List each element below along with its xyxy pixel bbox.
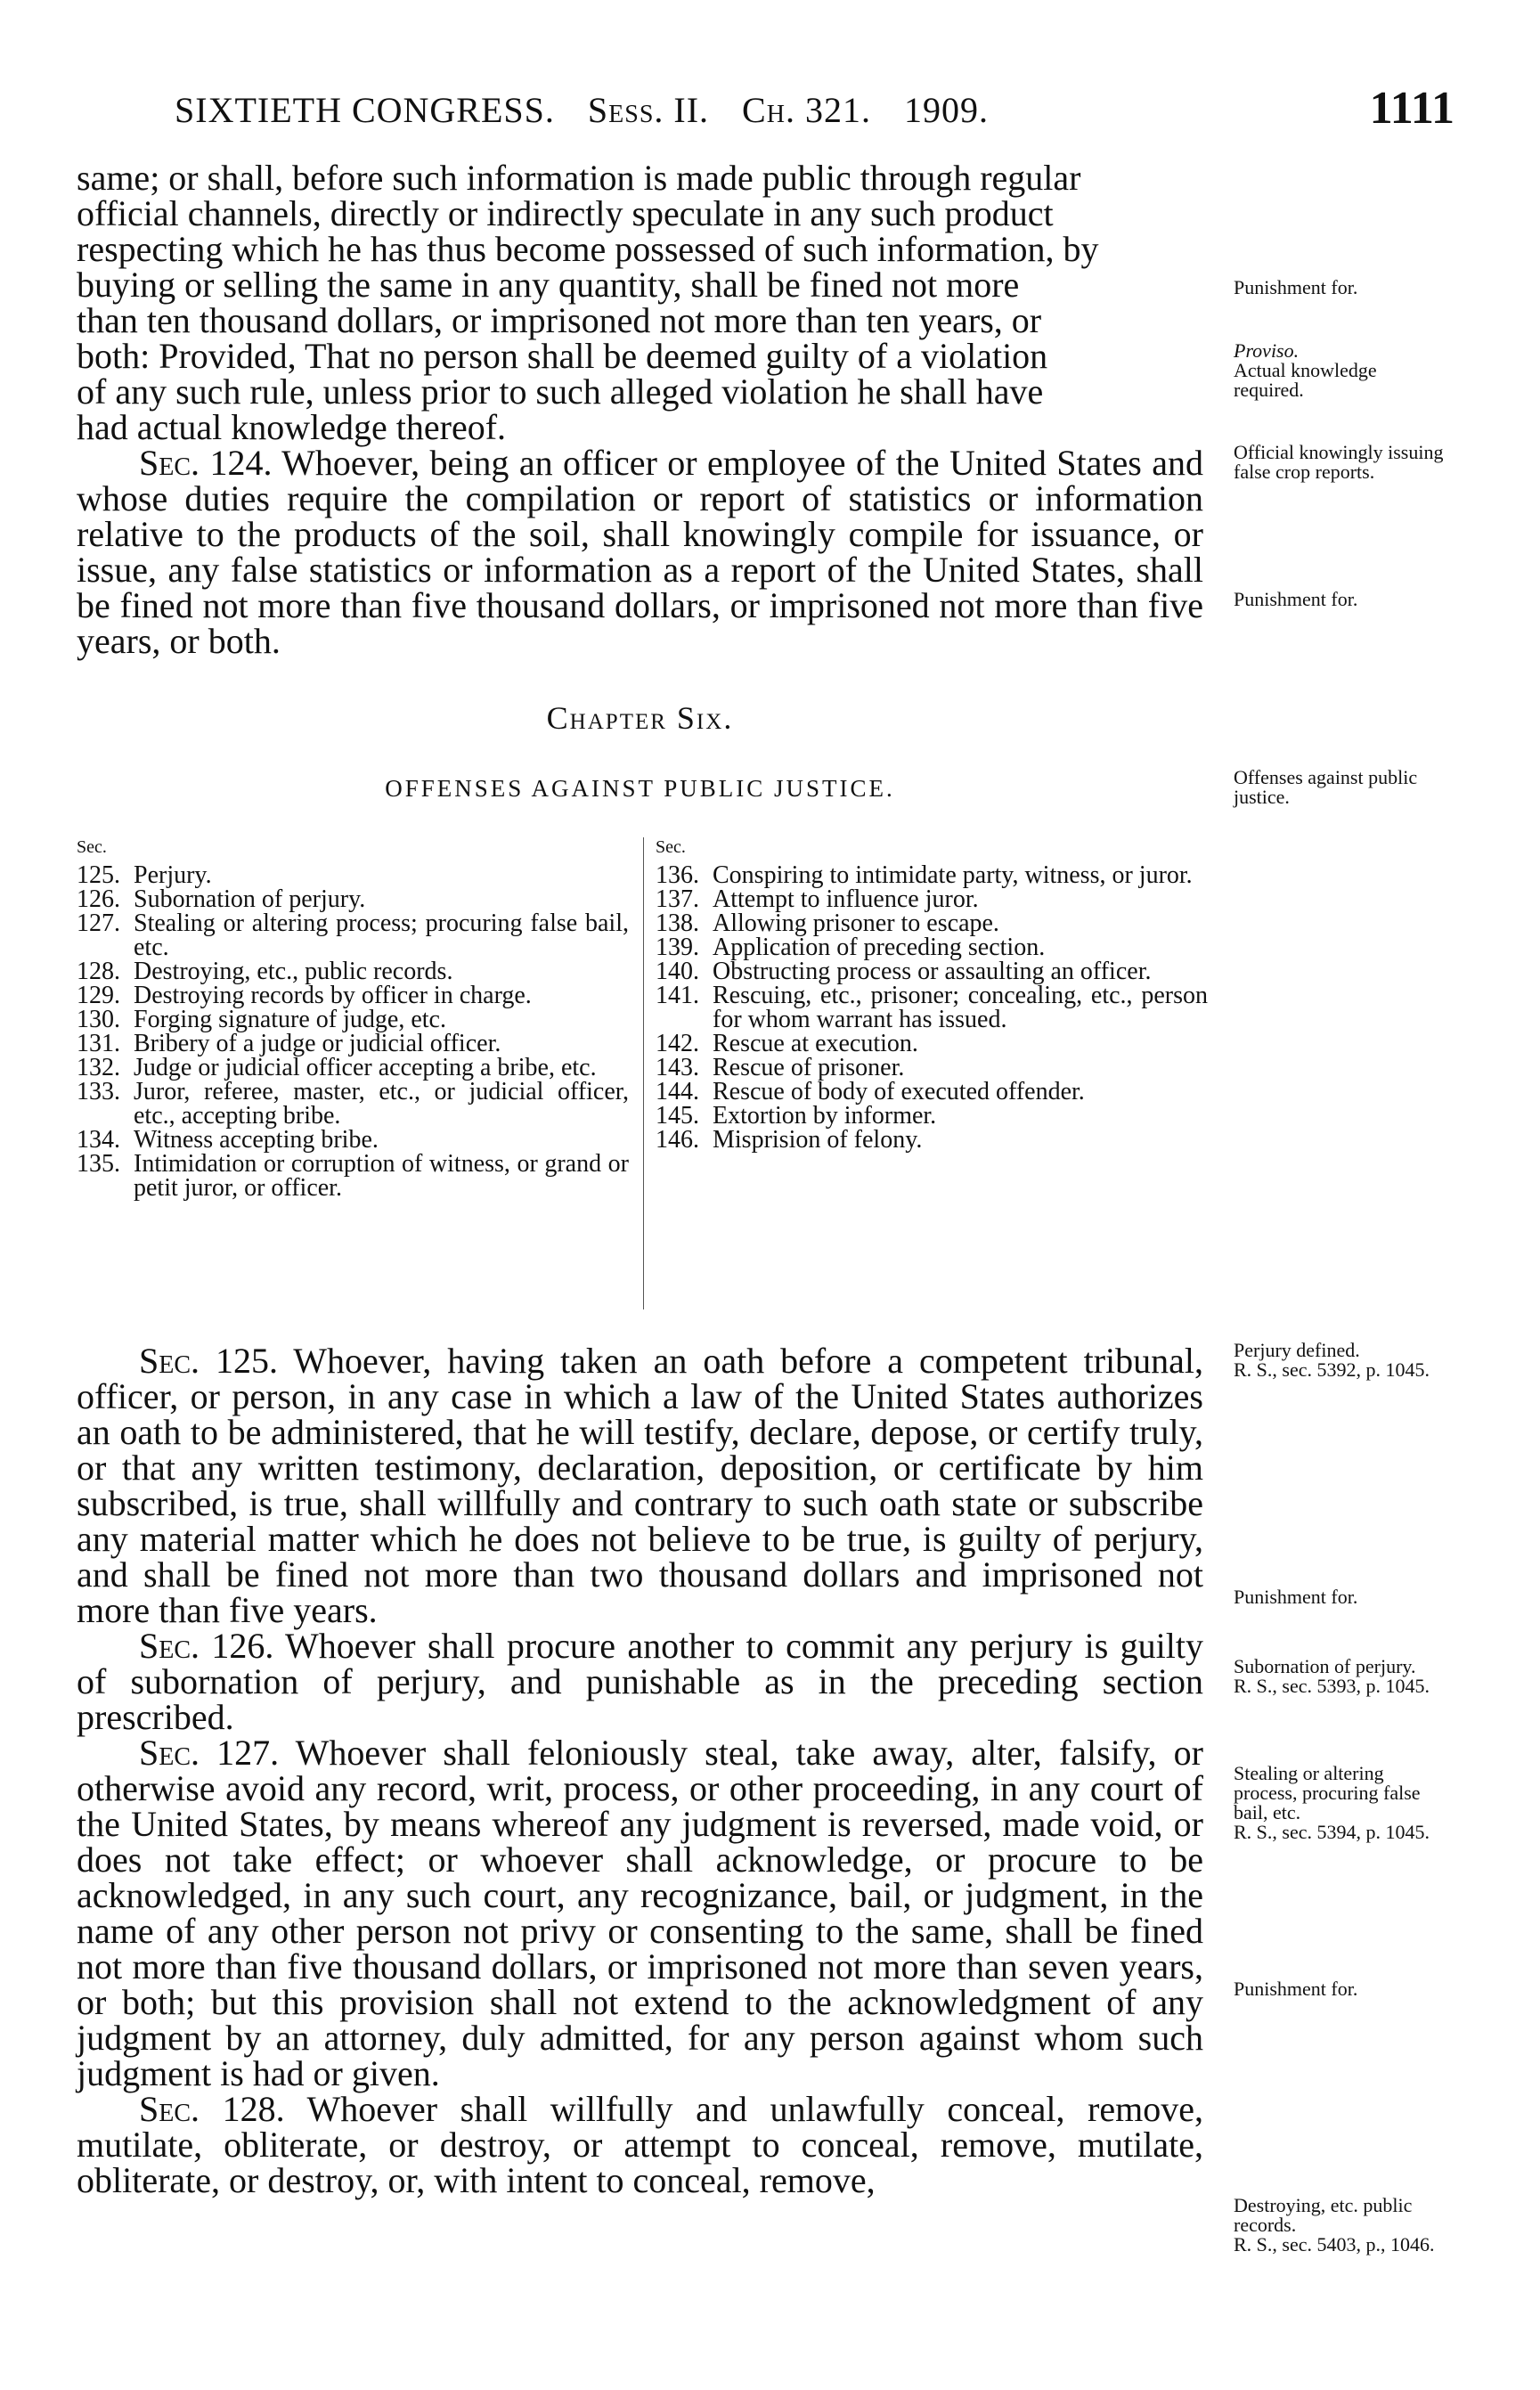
- toc-item: [77, 1128, 629, 1152]
- section-126: [77, 1628, 1203, 1735]
- section-127: [77, 1735, 1203, 2092]
- toc-number: 126.: [77, 885, 120, 913]
- section-text: Whoever, being an officer or employee of the United States and whose duties require the compilation or report of statistics or information relative to the products of the soil, shall knowingly compile for issuance, or issue, any false statistics or information as a report of the United States, shall be fined not more than five thousand dollars, or imprisoned not more than five years, or both.: [77, 443, 1203, 661]
- proviso-text: Actual knowledge required.: [1234, 359, 1377, 401]
- toc-item: [656, 863, 1208, 887]
- toc-item: [77, 1007, 629, 1032]
- chapter-label: Ch. 321.: [742, 90, 871, 130]
- text-line: respecting which he has thus become possessed of such information, by: [77, 229, 1099, 269]
- toc-item: [77, 1080, 629, 1128]
- section-label: Sec. 127.: [139, 1733, 280, 1773]
- perjury-ref: R. S., sec. 5392, p. 1045.: [1234, 1358, 1430, 1381]
- toc-title: Extortion by informer.: [713, 1102, 937, 1130]
- toc-right-column: [656, 836, 1208, 1152]
- toc-title: Rescue at execution.: [713, 1030, 918, 1057]
- toc-title: Conspiring to intimidate party, witness, or juror.: [713, 861, 1193, 889]
- toc-left-column: [77, 836, 629, 1200]
- toc-item: [77, 1152, 629, 1200]
- margin-note-destroying: [1234, 2196, 1447, 2255]
- text-line: than ten thousand dollars, or imprisoned not more than ten years, or: [77, 300, 1042, 340]
- toc-number: 144.: [656, 1078, 699, 1105]
- section-text: Whoever shall feloniously steal, take away, alter, falsify, or otherwise avoid any record, writ, process, or other proceeding, in any court of the United States, by means whereof any judgment is reversed, made void, or does not take effect; or whoever shall acknowledge, or procure to be acknowledged, in any such court, any recognizance, bail, or judgment, in the name of any other person not privy or consenting to the same, shall be fined not more than five thousand dollars, or imprisoned not more than seven years, or both; but this provision shall not extend to the acknowledgment of any judgment by an attorney, duly admitted, for any person against whom such judgment is had or given.: [77, 1733, 1204, 2093]
- toc-divider: [643, 837, 644, 1309]
- sections-125-128: [77, 1343, 1203, 2198]
- toc-number: 134.: [77, 1126, 120, 1154]
- session-label: Sess. II.: [587, 90, 710, 130]
- section-124: [77, 445, 1203, 659]
- toc-number: 128.: [77, 958, 120, 985]
- toc-title: Bribery of a judge or judicial officer.: [134, 1030, 501, 1057]
- margin-note-proviso: [1234, 341, 1447, 400]
- toc-title: Perjury.: [134, 861, 212, 889]
- margin-note: Punishment for.: [1234, 276, 1358, 298]
- toc-number: 142.: [656, 1030, 699, 1057]
- toc-title: Forging signature of judge, etc.: [134, 1006, 446, 1033]
- toc-number: 145.: [656, 1102, 699, 1130]
- toc-title: Stealing or altering process; procuring false bail, etc.: [134, 910, 629, 961]
- toc-item: [656, 959, 1208, 983]
- toc-item: [77, 1032, 629, 1056]
- subornation-ref: R. S., sec. 5393, p. 1045.: [1234, 1675, 1430, 1697]
- toc-item: [77, 911, 629, 959]
- section-label: Sec. 126.: [139, 1626, 274, 1666]
- margin-note: Official knowingly issuing false crop reports.: [1234, 441, 1444, 483]
- toc-number: 146.: [656, 1126, 699, 1154]
- toc-number: 138.: [656, 910, 699, 937]
- toc-title: Obstructing process or assaulting an officer.: [713, 958, 1152, 985]
- section-text: Whoever shall willfully and unlawfully conceal, remove, mutilate, obliterate, or destroy, or attempt to conceal, remove, mutilate, obliterate, or destroy, or, with intent to conceal, remove,: [77, 2089, 1203, 2200]
- toc-item: [656, 1032, 1208, 1056]
- toc-number: 130.: [77, 1006, 120, 1033]
- toc-header: Sec.: [77, 837, 107, 857]
- proviso-title: Proviso.: [1234, 339, 1300, 362]
- toc-number: 133.: [77, 1078, 120, 1105]
- toc-number: 139.: [656, 934, 699, 961]
- year-label: 1909.: [903, 90, 989, 130]
- text-line: both: Provided, That no person shall be deemed guilty of a violation: [77, 336, 1048, 376]
- toc-title: Misprision of felony.: [713, 1126, 923, 1154]
- toc-item: [656, 935, 1208, 959]
- toc-number: 132.: [77, 1054, 120, 1081]
- margin-note-subornation: [1234, 1657, 1447, 1696]
- margin-note: Punishment for.: [1234, 1978, 1358, 2000]
- toc-number: 143.: [656, 1054, 699, 1081]
- toc-title: Judge or judicial officer accepting a bribe, etc.: [134, 1054, 597, 1081]
- toc-title: Allowing prisoner to escape.: [713, 910, 999, 937]
- toc-number: 140.: [656, 958, 699, 985]
- stealing-ref: R. S., sec. 5394, p. 1045.: [1234, 1821, 1430, 1843]
- toc-title: Subornation of perjury.: [134, 885, 366, 913]
- section-text: Whoever, having taken an oath before a competent tribunal, officer, or person, in any case in which a law of the United States authorizes an oath to be administered, that he will testify, declare, depose, or certify truly, or that any written testimony, declaration, deposition, or certificate by him subscribed, is true, shall willfully and contrary to such oath state or subscribe any material matter which he does not believe to be true, is guilty of perjury, and shall be fined not more than two thousand dollars and imprisoned not more than five years.: [77, 1341, 1203, 1630]
- margin-note: Offenses against public justice.: [1234, 766, 1418, 808]
- toc-title: Rescuing, etc., prisoner; concealing, etc., person for whom warrant has issued.: [713, 982, 1208, 1033]
- chapter-heading: Chapter Six.: [546, 700, 734, 736]
- toc-item: [77, 1056, 629, 1080]
- section-label: Sec. 125.: [139, 1341, 278, 1381]
- toc-title: Rescue of prisoner.: [713, 1054, 905, 1081]
- stealing-note: Stealing or altering process, procuring false bail, etc.: [1234, 1762, 1421, 1823]
- toc-number: 135.: [77, 1150, 120, 1178]
- section-text: Whoever shall procure another to commit any perjury is guilty of subornation of perjury, and punishable as in the preceding section prescribed.: [77, 1626, 1204, 1737]
- toc-item: [656, 1056, 1208, 1080]
- toc-item: [656, 911, 1208, 935]
- toc-number: 141.: [656, 982, 699, 1009]
- toc-title: Destroying records by officer in charge.: [134, 982, 532, 1009]
- toc-title: Juror, referee, master, etc., or judicial officer, etc., accepting bribe.: [134, 1078, 629, 1130]
- chapter-subheading: OFFENSES AGAINST PUBLIC JUSTICE.: [385, 775, 895, 802]
- toc-number: 131.: [77, 1030, 120, 1057]
- text-line: had actual knowledge thereof.: [77, 407, 507, 447]
- destroying-note: Destroying, etc. public records.: [1234, 2194, 1413, 2236]
- toc-item: [77, 887, 629, 911]
- section-125: [77, 1343, 1203, 1628]
- section-128: [77, 2089, 1203, 2200]
- toc-title: Rescue of body of executed offender.: [713, 1078, 1085, 1105]
- toc-title: Attempt to influence juror.: [713, 885, 979, 913]
- toc-title: Destroying, etc., public records.: [134, 958, 453, 985]
- text-line: same; or shall, before such information is made public through regular: [77, 158, 1081, 198]
- toc-number: 127.: [77, 910, 120, 937]
- text-line: buying or selling the same in any quantity, shall be fined not more: [77, 265, 1020, 305]
- toc-number: 125.: [77, 861, 120, 889]
- toc-item: [77, 959, 629, 983]
- toc-item: [656, 983, 1208, 1032]
- subornation-note: Subornation of perjury.: [1234, 1655, 1416, 1677]
- toc-item: [656, 1128, 1208, 1152]
- toc-title: Witness accepting bribe.: [134, 1126, 379, 1154]
- margin-note: Punishment for.: [1234, 1586, 1358, 1608]
- text-line: of any such rule, unless prior to such alleged violation he shall have: [77, 371, 1044, 412]
- running-header: [175, 89, 1422, 131]
- toc-number: 129.: [77, 982, 120, 1009]
- text-line: official channels, directly or indirectly speculate in any such product: [77, 193, 1054, 233]
- toc-title: Application of preceding section.: [713, 934, 1046, 961]
- toc-title: Intimidation or corruption of witness, or grand or petit juror, or officer.: [134, 1150, 629, 1202]
- toc-item: [656, 1080, 1208, 1104]
- margin-note-perjury: [1234, 1341, 1447, 1380]
- toc-header: Sec.: [656, 837, 686, 857]
- toc-item: [656, 887, 1208, 911]
- margin-note-stealing: [1234, 1764, 1447, 1842]
- section-label: Sec. 128.: [139, 2089, 285, 2129]
- destroying-ref: R. S., sec. 5403, p., 1046.: [1234, 2233, 1435, 2255]
- toc-item: [77, 983, 629, 1007]
- toc-item: [656, 1104, 1208, 1128]
- toc-number: 136.: [656, 861, 699, 889]
- top-paragraph: [77, 160, 1203, 445]
- perjury-note: Perjury defined.: [1234, 1339, 1360, 1361]
- congress-title: SIXTIETH CONGRESS.: [175, 90, 555, 130]
- toc-number: 137.: [656, 885, 699, 913]
- margin-note: Punishment for.: [1234, 588, 1358, 610]
- section-label: Sec. 124.: [139, 443, 273, 483]
- toc-item: [77, 863, 629, 887]
- page-number: 1111: [1369, 83, 1454, 134]
